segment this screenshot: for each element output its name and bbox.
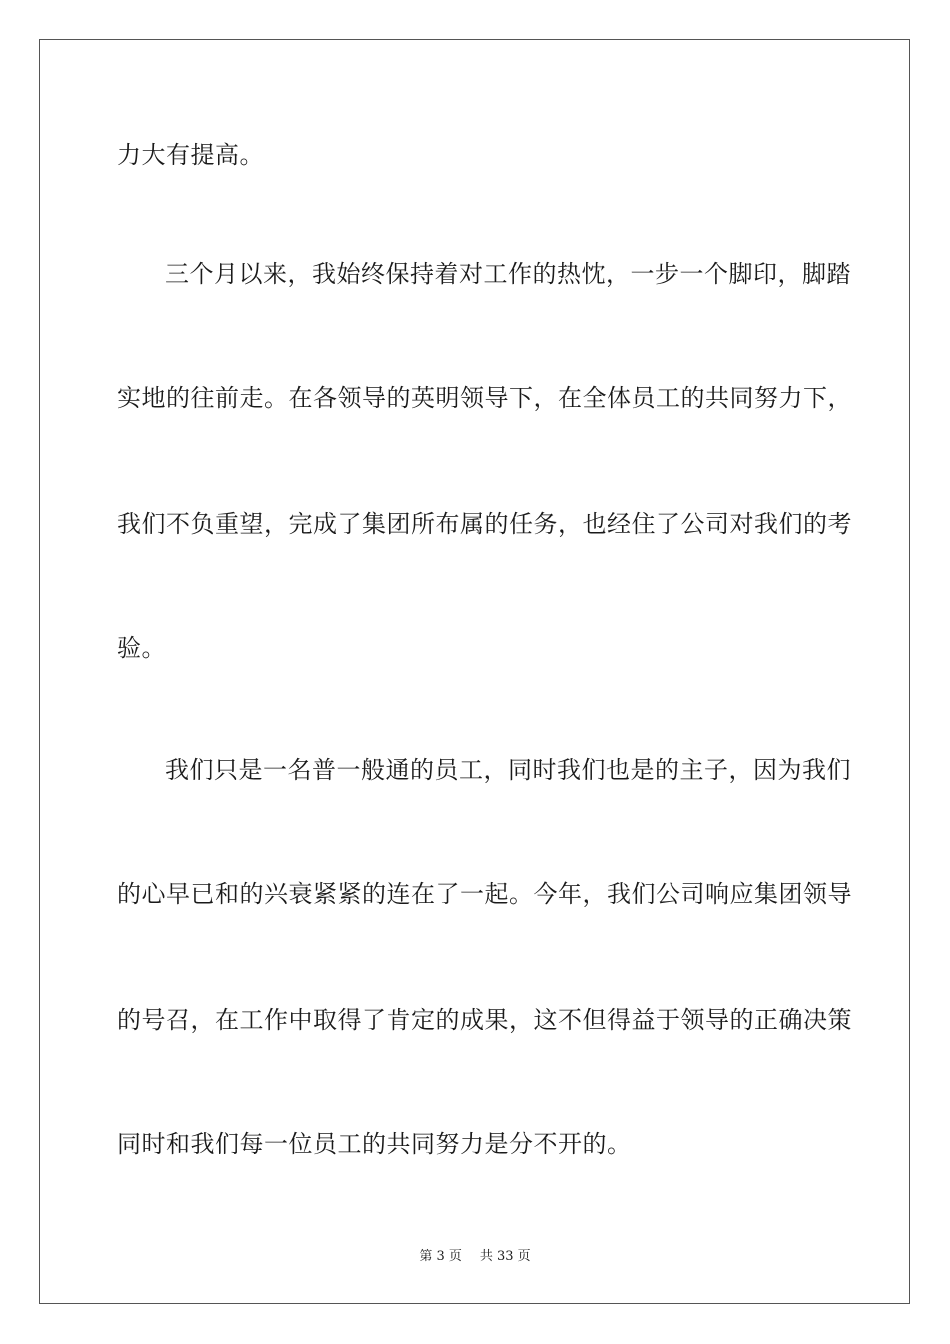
text-line: 力大有提高。 [117,141,264,169]
text-line: 的号召，在工作中取得了肯定的成果，这不但得益于领导的正确决策 [117,1006,852,1034]
page-footer [0,1248,950,1266]
page-border [39,39,910,1304]
page-number: 第 3 页 [419,1249,462,1264]
text-line: 验。 [117,634,166,662]
text-line: 实地的往前走。在各领导的英明领导下，在全体员工的共同努力下， [117,384,852,412]
page-total: 共 33 页 [479,1249,531,1264]
text-line: 我们不负重望，完成了集团所布属的任务，也经住了公司对我们的考 [117,510,852,538]
text-line: 同时和我们每一位员工的共同努力是分不开的。 [117,1130,632,1158]
paragraph-first-line: 三个月以来，我始终保持着对工作的热忱，一步一个脚印，脚踏 [165,260,851,288]
paragraph-first-line: 我们只是一名普一般通的员工，同时我们也是的主子，因为我们 [165,756,851,784]
text-line: 的心早已和的兴衰紧紧的连在了一起。今年，我们公司响应集团领导 [117,880,852,908]
